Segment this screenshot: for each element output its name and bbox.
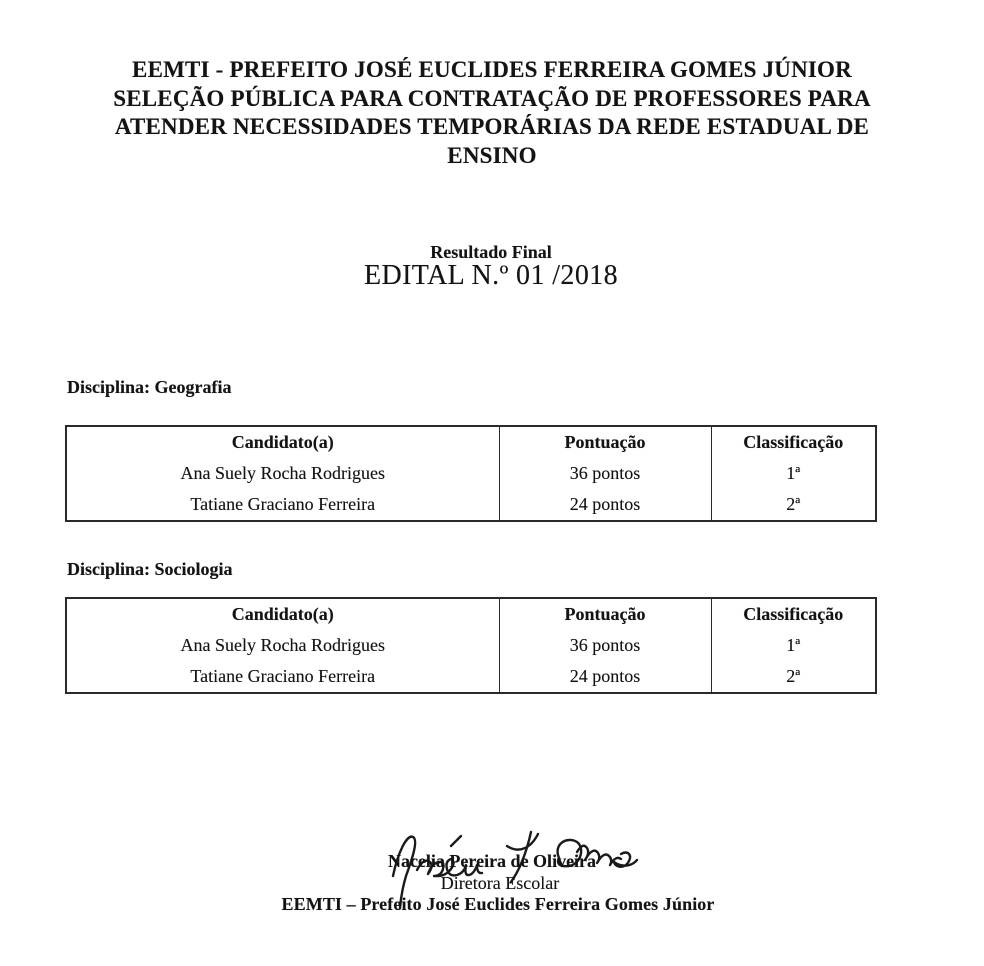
title-line-4: ENSINO [447, 142, 537, 168]
rank-cell: 2ª [711, 489, 876, 521]
signer-institution: EEMTI – Prefeito José Euclides Ferreira Gomes Júnior [281, 894, 715, 914]
candidate-cell: Ana Suely Rocha Rodrigues [180, 635, 385, 655]
discipline-label-geografia: Disciplina: Geografia [67, 377, 232, 397]
title-line-1: EEMTI - PREFEITO JOSÉ EUCLIDES FERREIRA GOMES JÚNIOR [132, 57, 852, 82]
rank-cell: 1ª [711, 630, 876, 661]
header-classificacao: Classificação [711, 426, 876, 458]
table-row [66, 458, 876, 489]
candidate-cell: Tatiane Graciano Ferreira [190, 666, 376, 686]
table-header-row [66, 598, 876, 630]
edital-number-heading: EDITAL N.º 01 /2018 [363, 260, 619, 291]
candidate-cell: Ana Suely Rocha Rodrigues [180, 463, 385, 483]
table-row [66, 661, 876, 693]
result-final-heading: Resultado Final [430, 242, 552, 262]
score-cell: 36 pontos [499, 458, 711, 489]
signer-name: Nacelia Pereira de Oliveira [387, 851, 597, 871]
table-row [66, 489, 876, 521]
header-pontuacao: Pontuação [499, 598, 711, 630]
score-cell: 24 pontos [499, 661, 711, 693]
candidate-cell: Tatiane Graciano Ferreira [190, 494, 376, 514]
title-line-2: SELEÇÃO PÚBLICA PARA CONTRATAÇÃO DE PROFESSORES PARA [113, 85, 871, 111]
discipline-label-sociologia: Disciplina: Sociologia [67, 559, 233, 579]
title-line-3: ATENDER NECESSIDADES TEMPORÁRIAS DA REDE ESTADUAL DE [114, 114, 870, 139]
header-candidato: Candidato(a) [231, 432, 334, 452]
signer-role: Diretora Escolar [440, 873, 560, 893]
header-classificacao: Classificação [711, 598, 876, 630]
table-row [66, 630, 876, 661]
header-pontuacao: Pontuação [499, 426, 711, 458]
document-title [32, 56, 952, 170]
header-candidato: Candidato(a) [231, 604, 334, 624]
rank-cell: 2ª [711, 661, 876, 693]
score-cell: 36 pontos [499, 630, 711, 661]
score-cell: 24 pontos [499, 489, 711, 521]
results-table-geografia [65, 425, 877, 522]
rank-cell: 1ª [711, 458, 876, 489]
results-table-sociologia [65, 597, 877, 694]
table-header-row [66, 426, 876, 458]
